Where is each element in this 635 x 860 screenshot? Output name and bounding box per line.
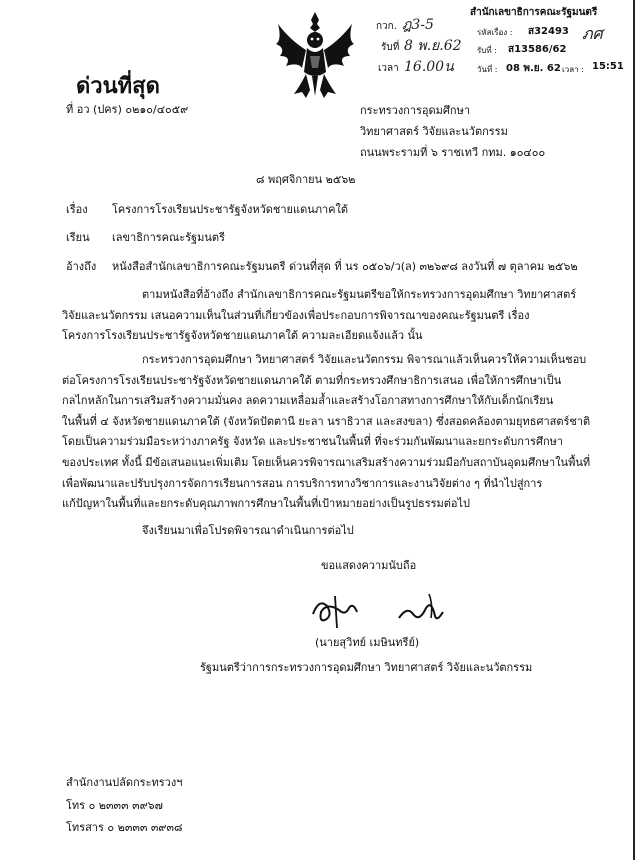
subject-text: โครงการโรงเรียนประชารัฐจังหวัดชายแดนภาคใต้ [112, 203, 349, 216]
closing-text: ขอแสดงความนับถือ [321, 559, 417, 572]
stamp-date-label: วันที่ : [477, 65, 498, 74]
stamp-time-label: เวลา : [562, 65, 584, 74]
sender-line-2: วิทยาศาสตร์ วิจัยและนวัตกรรม [360, 125, 508, 138]
footer-fax: โทรสาร ๐ ๒๓๓๓ ๓๙๓๘ [66, 821, 183, 834]
letter-date: ๘ พฤศจิกายน ๒๕๖๒ [256, 173, 356, 186]
stamp-received-label: รับที่ : [477, 46, 497, 55]
paragraph-2-line: กลไกหลักในการเสริมสร้างความมั่นคง ลดความเหลื่อมล้ำและสร้างโอกาสทางการศึกษาให้กับเด็กนักเรียน [62, 394, 554, 408]
urgency-heading: ด่วนที่สุด [76, 74, 160, 99]
recv-label-1: กวก. [376, 21, 397, 32]
stamp-time: 15:51 [592, 61, 624, 72]
paragraph-1 [62, 285, 612, 347]
stamp-header: สำนักเลขาธิการคณะรัฐมนตรี [470, 7, 598, 18]
signer-name: (นายสุวิทย์ เมษินทรีย์) [315, 636, 420, 649]
paragraph-1-line: วิจัยและนวัตกรรม เสนอความเห็นในส่วนที่เกี่ยวข้องเพื่อประกอบการพิจารณาของคณะรัฐมนตรี เรื่อง [62, 308, 530, 322]
paragraph-1-line: ตามหนังสือที่อ้างถึง สำนักเลขาธิการคณะรัฐมนตรีขอให้กระทรวงการอุดมศึกษา วิทยาศาสตร์ [142, 288, 577, 301]
sender-line-1: กระทรวงการอุดมศึกษา [360, 104, 470, 117]
paragraph-2-line: กระทรวงการอุดมศึกษา วิทยาศาสตร์ วิจัยและนวัตกรรม พิจารณาแล้วเห็นควรให้ความเห็นชอบ [142, 353, 587, 366]
stamp-subject-code: ส32493 [528, 26, 569, 37]
recv-value-1: ฎ3-5 [402, 17, 434, 33]
recv-value-3: 16.00น [404, 59, 454, 75]
paragraph-3: จึงเรียนมาเพื่อโปรดพิจารณาดำเนินการต่อไป [142, 524, 354, 537]
footer-tel: โทร ๐ ๒๓๓๓ ๓๙๖๗ [66, 799, 163, 812]
signer-title: รัฐมนตรีว่าการกระทรวงการอุดมศึกษา วิทยาศาสตร์ วิจัยและนวัตกรรม [200, 661, 533, 674]
stamp-received-no: ส13586/62 [508, 44, 567, 55]
paragraph-1-line: โครงการโรงเรียนประชารัฐจังหวัดชายแดนภาคใต้ ความละเอียดแจ้งแล้ว นั้น [62, 329, 423, 343]
signature-icon [305, 588, 485, 632]
paragraph-2-line: แก้ปัญหาในพื้นที่และยกระดับคุณภาพการศึกษาในพื้นที่เป้าหมายอย่างเป็นรูปธรรมต่อไป [62, 497, 471, 511]
paragraph-2-line: ของประเทศ ทั้งนี้ มีข้อเสนอแนะเพิ่มเติม โดยเห็นควรพิจารณาเสริมสร้างความร่วมมือกับสถาบันอุดมศึกษาในพื้นที่ [62, 455, 591, 469]
document-number: ที่ อว (ปคร) ๐๒๑๐/๔๐๕๙ [66, 103, 189, 116]
paragraph-2-line: ต่อโครงการโรงเรียนประชารัฐจังหวัดชายแดนภาคใต้ ตามที่กระทรวงศึกษาธิการเสนอ เพื่อให้การศึกษาเป็น [62, 373, 562, 387]
to-text: เลขาธิการคณะรัฐมนตรี [112, 231, 225, 244]
paragraph-2 [62, 350, 612, 515]
stamp-date: 08 พ.ย. 62 [506, 63, 561, 74]
recv-label-2: รับที่ [381, 42, 400, 53]
garuda-emblem-icon [272, 10, 358, 100]
subject-label: เรื่อง [66, 203, 88, 216]
paragraph-2-line: เพื่อพัฒนาและปรับปรุงการจัดการเรียนการสอน การบริการทางวิชาการและงานวิจัยต่าง ๆ ที่นำไปสู่การ [62, 476, 543, 490]
stamp-initials: ภศ [582, 24, 603, 43]
paragraph-2-line: โดยเป็นความร่วมมือระหว่างภาครัฐ จังหวัด และประชาชนในพื้นที่ ที่จะร่วมกันพัฒนาและยกระดับการศึกษา [62, 435, 564, 449]
recv-value-2: 8 พ.ย.62 [404, 38, 462, 54]
footer-office: สำนักงานปลัดกระทรวงฯ [66, 776, 183, 789]
stamp-subject-code-label: รหัสเรื่อง : [477, 28, 513, 37]
recv-label-3: เวลา [378, 63, 399, 74]
reference-label: อ้างถึง [66, 260, 97, 273]
sender-line-3: ถนนพระรามที่ ๖ ราชเทวี กทม. ๑๐๔๐๐ [360, 146, 546, 159]
paragraph-2-line: ในพื้นที่ ๔ จังหวัดชายแดนภาคใต้ (จังหวัดปัตตานี ยะลา นราธิวาส และสงขลา) ซึ่งสอดคล้องตามยุทธศาสตร์ชาติ [62, 414, 591, 428]
reference-text: หนังสือสำนักเลขาธิการคณะรัฐมนตรี ด่วนที่สุด ที่ นร ๐๕๐๖/ว(ล) ๓๒๖๙๘ ลงวันที่ ๗ ตุลาคม ๒๕๖๒ [112, 260, 578, 273]
to-label: เรียน [66, 231, 90, 244]
